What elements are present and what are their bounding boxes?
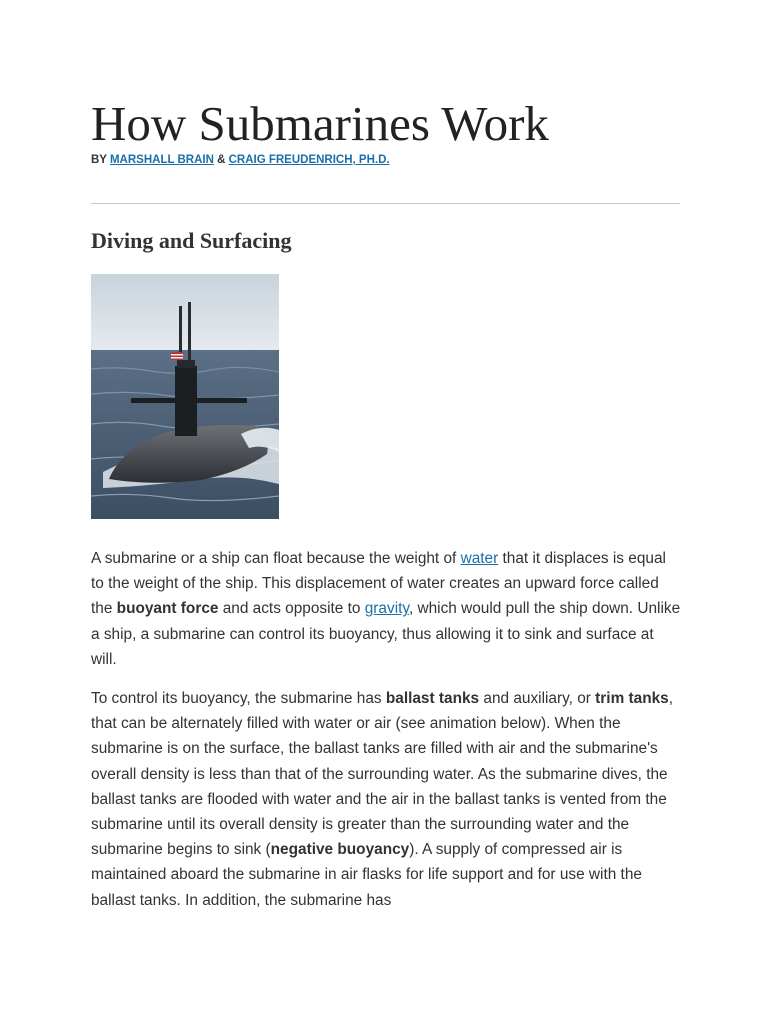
paragraph-text: , which would pull the ship down. Unlike a ship, a submarine can control its buoyancy, thus allowing it to sink and surface at will. bbox=[91, 600, 681, 668]
link-gravity[interactable]: gravity bbox=[364, 600, 409, 618]
paragraph-text: and auxiliary, or bbox=[479, 690, 596, 707]
byline-prefix: BY bbox=[91, 154, 110, 166]
paragraph-text: , that can be alternately filled with water or air (see animation below). When the submarine is on the surface, the ballast tanks are filled with air and the submarine's overall density is less than that of the surrounding water. As the submarine dives, the ballast tanks are flooded with water and the air in the ballast tanks is vented from the submarine until its overall density is greater than the surrounding water and the submarine begins to sink ( bbox=[91, 690, 674, 859]
paragraph-text: To control its buoyancy, the submarine has bbox=[91, 690, 386, 707]
paragraph-text: that it displaces is equal to the weight of the ship. This displacement of water creates an upward force called the bbox=[91, 550, 666, 618]
byline-separator: & bbox=[213, 154, 229, 166]
paragraph-text: ). A supply of compressed air is maintained aboard the submarine in air flasks for life support and for use with the ballast tanks. In addition, the submarine has bbox=[91, 841, 642, 909]
byline bbox=[91, 154, 390, 166]
term-buoyant-force: buoyant force bbox=[116, 600, 219, 618]
divider bbox=[91, 203, 680, 204]
author-link-marshall-brain[interactable]: MARSHALL BRAIN bbox=[109, 154, 214, 166]
paragraph-buoyancy bbox=[91, 546, 683, 672]
article-title: How Submarines Work bbox=[91, 96, 549, 151]
paragraph-text: A submarine or a ship can float because the weight of bbox=[91, 550, 461, 567]
link-water[interactable]: water bbox=[460, 550, 499, 567]
term-negative-buoyancy: negative buoyancy bbox=[270, 841, 410, 859]
term-ballast-tanks: ballast tanks bbox=[385, 690, 480, 707]
author-link-craig-freudenrich[interactable]: CRAIG FREUDENRICH, PH.D. bbox=[228, 154, 390, 166]
section-title: Diving and Surfacing bbox=[91, 228, 292, 253]
submarine-photo bbox=[91, 274, 279, 519]
paragraph-ballast bbox=[91, 686, 683, 913]
term-trim-tanks: trim tanks bbox=[595, 690, 669, 707]
paragraph-text: and acts opposite to bbox=[218, 600, 365, 618]
